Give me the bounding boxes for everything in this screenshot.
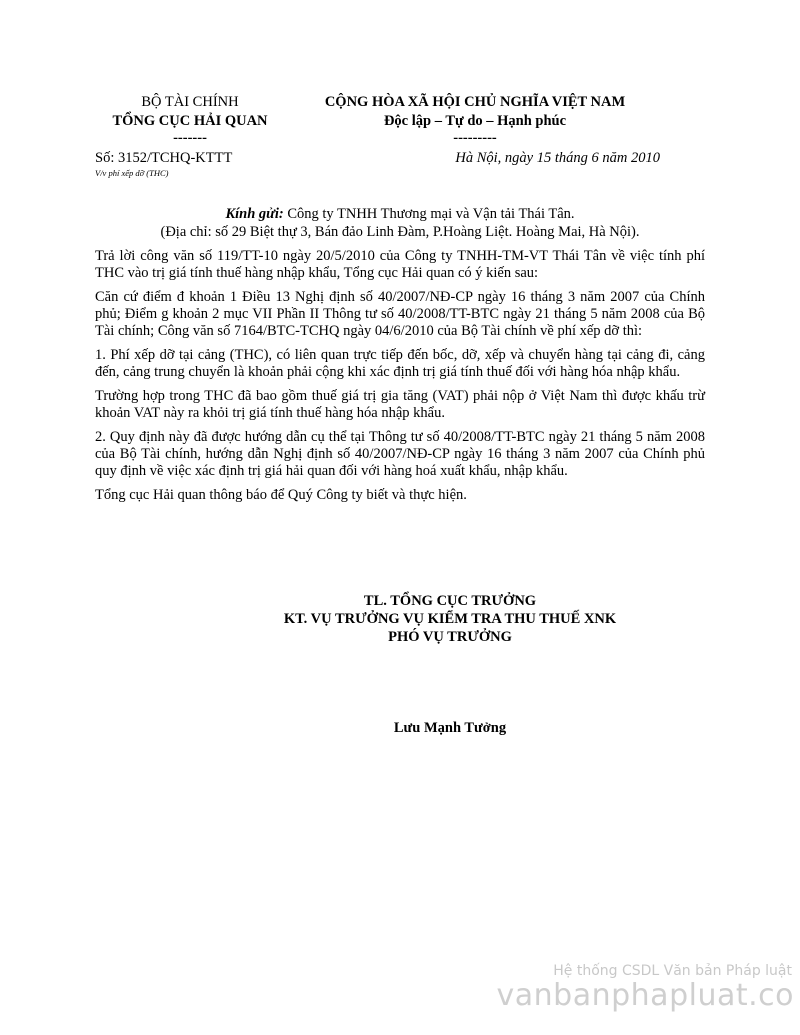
motto-divider: --------- xyxy=(453,130,497,146)
country-name: CỘNG HÒA XÃ HỘI CHỦ NGHĨA VIỆT NAM xyxy=(324,94,626,110)
document-number: Số: 3152/TCHQ-KTTT xyxy=(95,150,233,166)
signature-title-2: KT. VỤ TRƯỞNG VỤ KIỂM TRA THU THUẾ XNK xyxy=(283,611,617,627)
agency-ministry: BỘ TÀI CHÍNH xyxy=(141,94,239,110)
body-paragraph-4: Trường hợp trong THC đã bao gồm thuế giá trị gia tăng (VAT) phải nộp ở Việt Nam thì được khấu trừ khoản VAT này ra khỏi trị giá tính thuế hàng hóa nhập khẩu. xyxy=(95,388,705,421)
issuing-agency xyxy=(95,93,285,145)
document-date: Hà Nội, ngày 15 tháng 6 năm 2010 xyxy=(455,150,660,166)
watermark-caption: Hệ thống CSDL Văn bản Pháp luật xyxy=(553,963,792,979)
signature-title-1: TL. TỔNG CỤC TRƯỞNG xyxy=(363,593,537,609)
national-motto xyxy=(290,93,660,145)
document-subject: V/v phí xếp dỡ (THC) xyxy=(95,168,169,178)
agency-department: TỔNG CỤC HẢI QUAN xyxy=(112,113,268,129)
recipient-block xyxy=(95,205,705,241)
signer-name: Lưu Mạnh Tưởng xyxy=(393,720,507,736)
recipient-label: Kính gửi: xyxy=(225,206,284,222)
watermark-site: vanbanphapluat.co xyxy=(496,978,794,1013)
body-paragraph-5: 2. Quy định này đã được hướng dẫn cụ thể tại Thông tư số 40/2008/TT-BTC ngày 21 tháng 5 năm 2008 của Bộ Tài chính, hướng dẫn Nghị định số 40/2007/NĐ-CP ngày 16 tháng 3 năm 2007 của Chính phủ quy định về việc xác định trị giá hải quan đối với hàng hoá xuất khẩu, nhập khẩu. xyxy=(95,429,705,479)
body-paragraph-1: Trả lời công văn số 119/TT-10 ngày 20/5/2010 của Công ty TNHH-TM-VT Thái Tân về việc tính phí THC vào trị giá tính thuế hàng nhập khẩu, Tổng cục Hải quan có ý kiến sau: xyxy=(95,248,705,281)
body-paragraph-2: Căn cứ điểm đ khoản 1 Điều 13 Nghị định số 40/2007/NĐ-CP ngày 16 tháng 3 năm 2007 của Chính phủ; Điểm g khoản 2 mục VII Phần II Thông tư số 40/2008/TT-BTC ngày 21 tháng 5 năm 2008 của Bộ Tài chính; Công văn số 7164/BTC-TCHQ ngày 04/6/2010 của Bộ Tài chính về phí xếp dỡ thì: xyxy=(95,289,705,339)
recipient-line xyxy=(95,205,705,223)
recipient-name: Công ty TNHH Thương mại và Vận tải Thái Tân. xyxy=(283,206,575,222)
signature-block xyxy=(250,592,650,646)
motto: Độc lập – Tự do – Hạnh phúc xyxy=(383,113,567,129)
document-body xyxy=(95,248,705,511)
recipient-address: (Địa chỉ: số 29 Biệt thự 3, Bán đảo Linh Đàm, P.Hoàng Liệt. Hoàng Mai, Hà Nội). xyxy=(160,224,640,240)
body-paragraph-3: 1. Phí xếp dỡ tại cảng (THC), có liên quan trực tiếp đến bốc, dỡ, xếp và chuyển hàng tại cảng đi, cảng đến, cảng trung chuyển là khoản phải cộng khi xác định trị giá tính thuế đối với hàng hóa nhập khẩu. xyxy=(95,347,705,380)
signature-title-3: PHÓ VỤ TRƯỞNG xyxy=(388,629,512,645)
body-paragraph-6: Tổng cục Hải quan thông báo để Quý Công ty biết và thực hiện. xyxy=(95,487,467,503)
agency-divider: ------- xyxy=(173,130,207,146)
